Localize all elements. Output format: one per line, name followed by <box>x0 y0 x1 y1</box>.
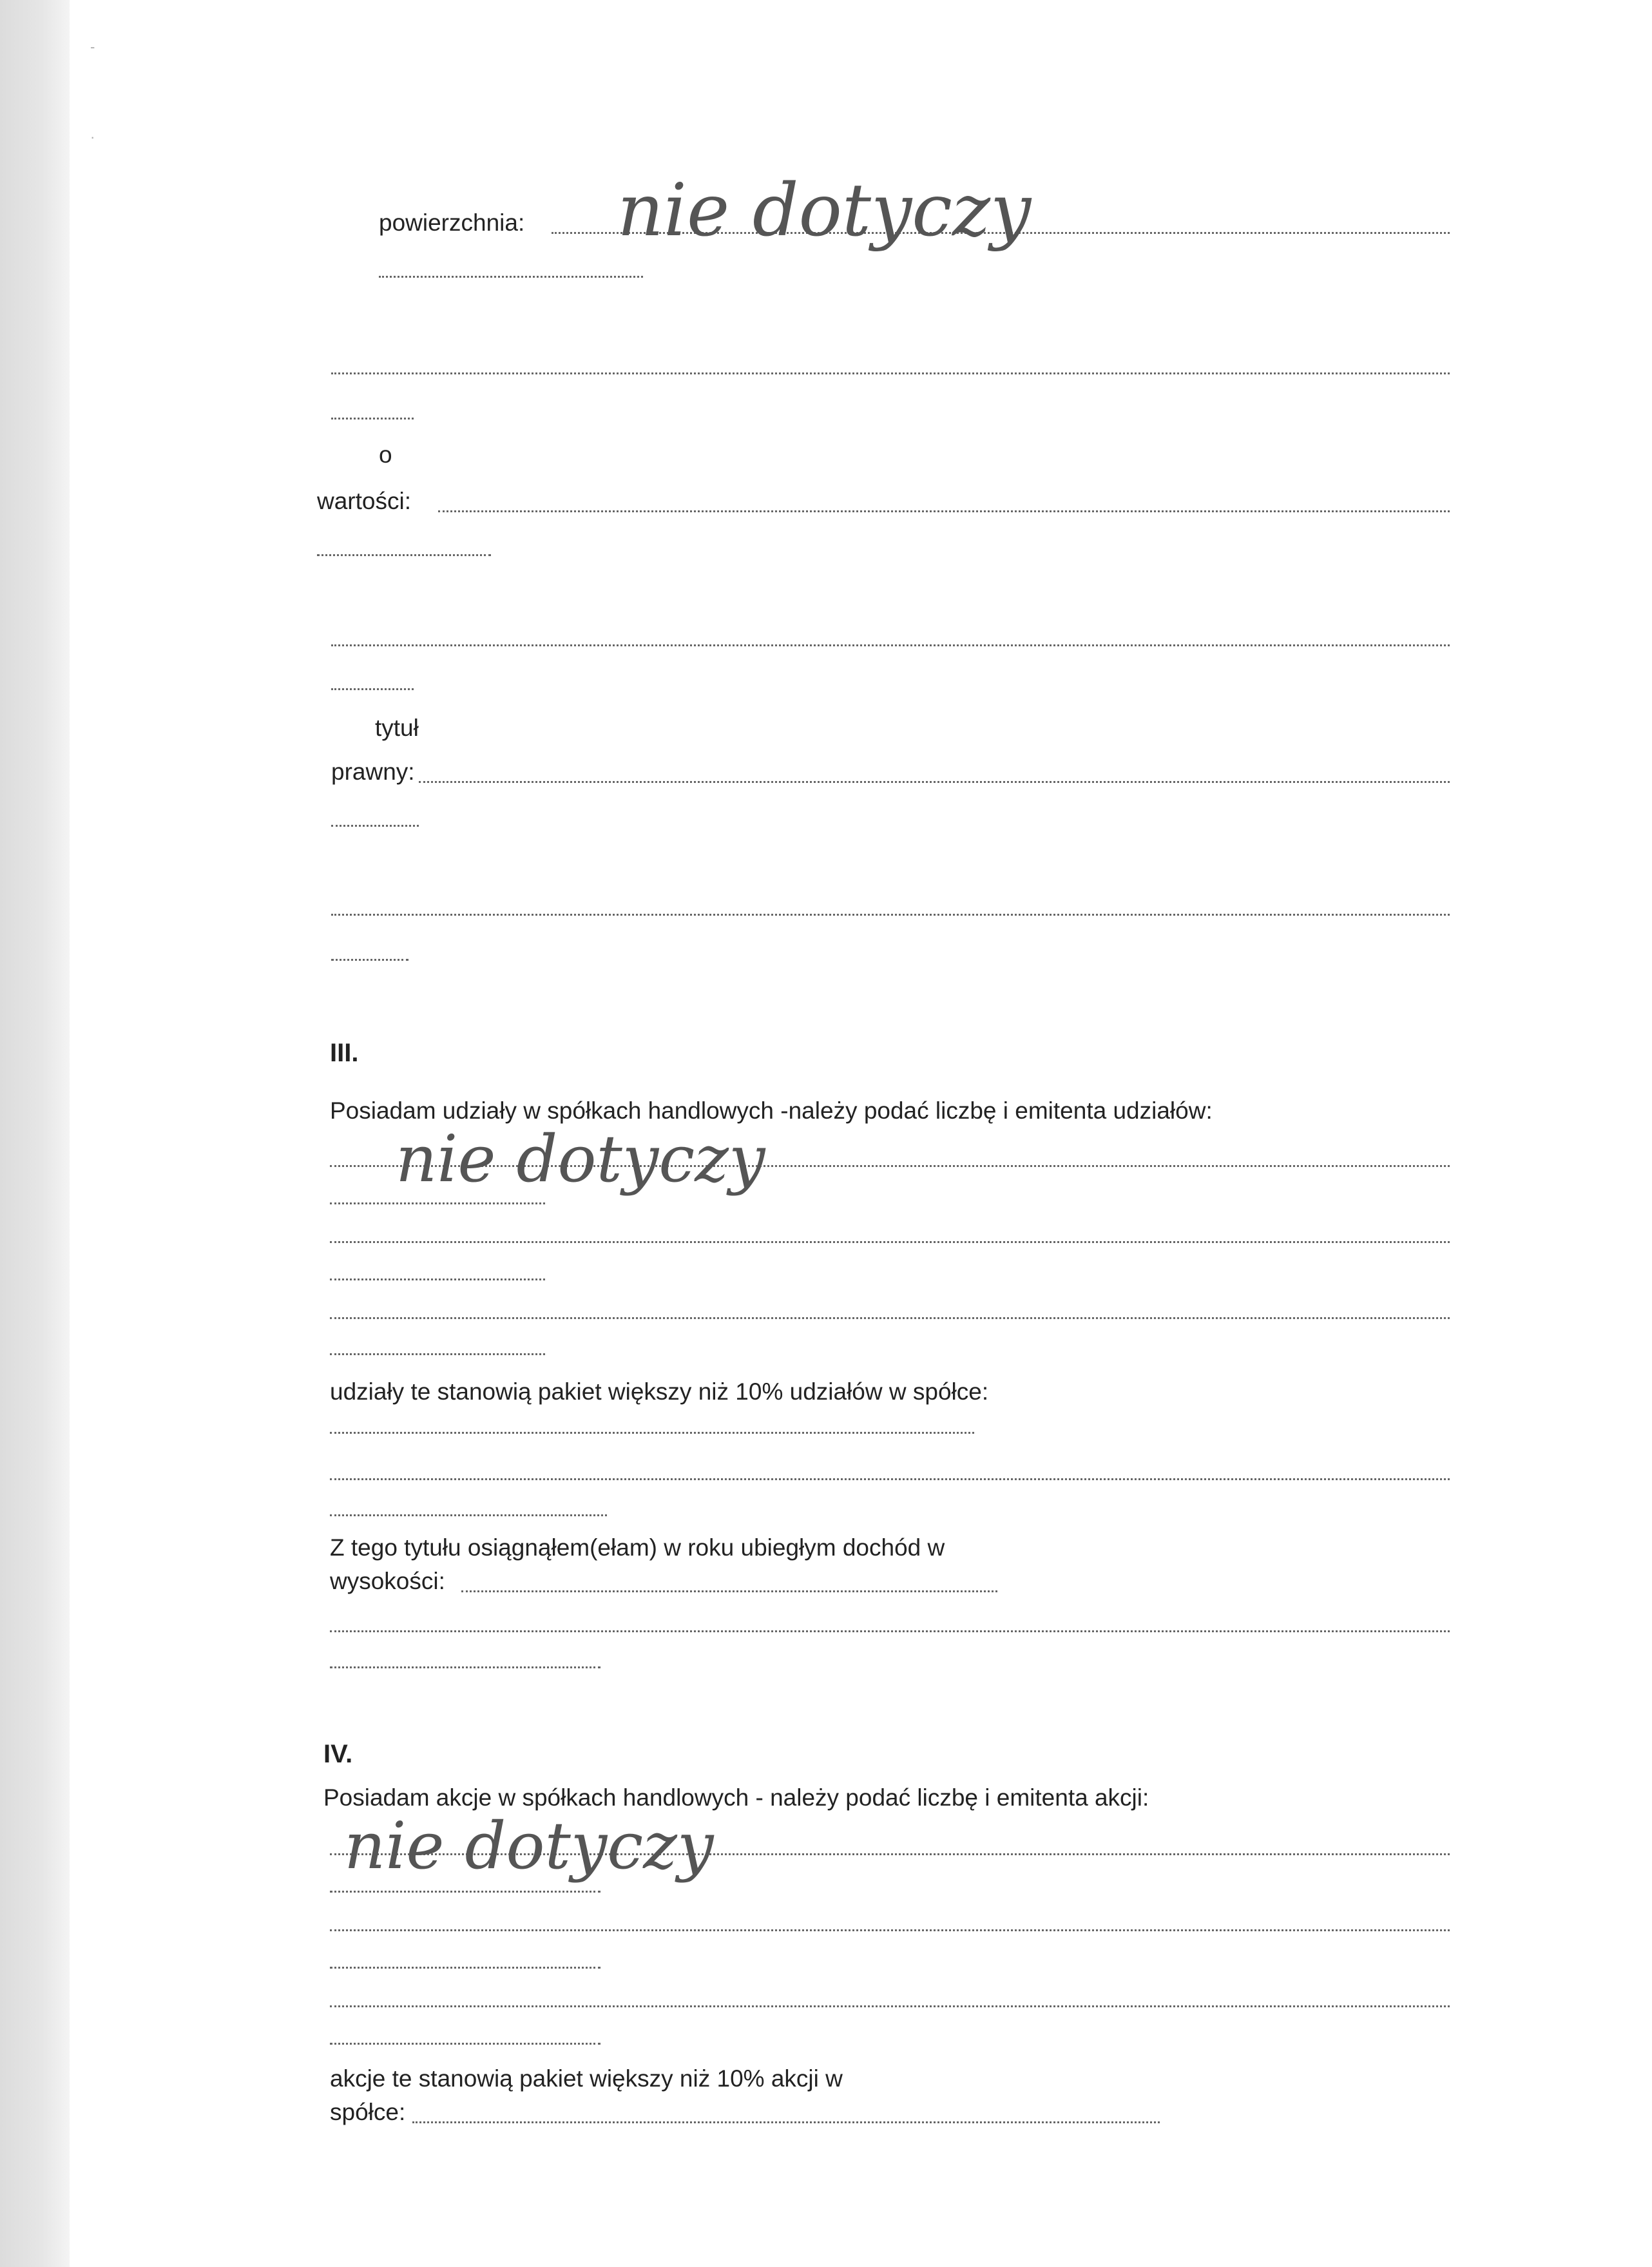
shares-question: Posiadam udziały w spółkach handlowych -należy podać liczbę i emitenta udziałów: <box>330 1097 1213 1124</box>
dotted-line <box>330 1929 1450 1931</box>
dotted-line <box>412 2121 1160 2123</box>
stocks-package-line-2: spółce: <box>330 2099 406 2125</box>
title-label-2: prawny: <box>331 758 415 785</box>
dotted-line <box>331 914 1450 916</box>
dotted-line <box>330 1478 1450 1480</box>
dotted-line <box>330 1241 1450 1243</box>
dotted-line <box>331 959 408 961</box>
dotted-line <box>330 1514 607 1516</box>
dotted-line <box>331 688 414 690</box>
dotted-line <box>331 418 414 420</box>
dotted-line <box>330 1278 545 1280</box>
dotted-line <box>317 554 491 556</box>
section-4-heading: IV. <box>323 1740 353 1768</box>
handwritten-shares-answer: nie dotyczy <box>396 1121 765 1197</box>
scan-speck: - <box>90 39 95 55</box>
title-label-1: tytuł <box>375 715 419 741</box>
dotted-line <box>330 1317 1450 1319</box>
o-label: o <box>379 441 392 468</box>
surface-label: powierzchnia: <box>379 209 525 236</box>
package-question: udziały te stanowią pakiet większy niż 10% udziałów w spółce: <box>330 1378 989 1405</box>
dotted-line <box>331 825 419 827</box>
dotted-line <box>330 2005 1450 2007</box>
value-label: wartości: <box>317 488 411 514</box>
income-line-1: Z tego tytułu osiągnąłem(ełam) w roku ubiegłym dochód w <box>330 1534 945 1561</box>
section-3-heading: III. <box>330 1039 359 1067</box>
dotted-line <box>330 1891 600 1893</box>
dotted-line <box>331 644 1450 646</box>
dotted-line <box>330 1353 545 1355</box>
scan-speck: · <box>90 129 95 145</box>
dotted-line <box>419 781 1450 783</box>
stocks-package-line-1: akcje te stanowią pakiet większy niż 10% akcji w <box>330 2065 843 2092</box>
handwritten-surface-answer: nie dotyczy <box>617 169 1032 253</box>
scan-shadow-edge <box>0 0 70 2267</box>
dotted-line <box>461 1590 997 1592</box>
dotted-line <box>330 2043 600 2045</box>
income-line-2: wysokości: <box>330 1568 445 1594</box>
dotted-line <box>438 510 1450 512</box>
dotted-line <box>330 1630 1450 1632</box>
dotted-line <box>330 1666 600 1668</box>
dotted-line <box>330 1202 545 1204</box>
handwritten-stocks-answer: nie dotyczy <box>344 1808 714 1884</box>
dotted-line <box>330 1432 974 1434</box>
dotted-line <box>379 276 643 278</box>
stocks-question: Posiadam akcje w spółkach handlowych - należy podać liczbę i emitenta akcji: <box>323 1784 1149 1811</box>
dotted-line <box>330 1967 600 1969</box>
dotted-line <box>331 372 1450 374</box>
